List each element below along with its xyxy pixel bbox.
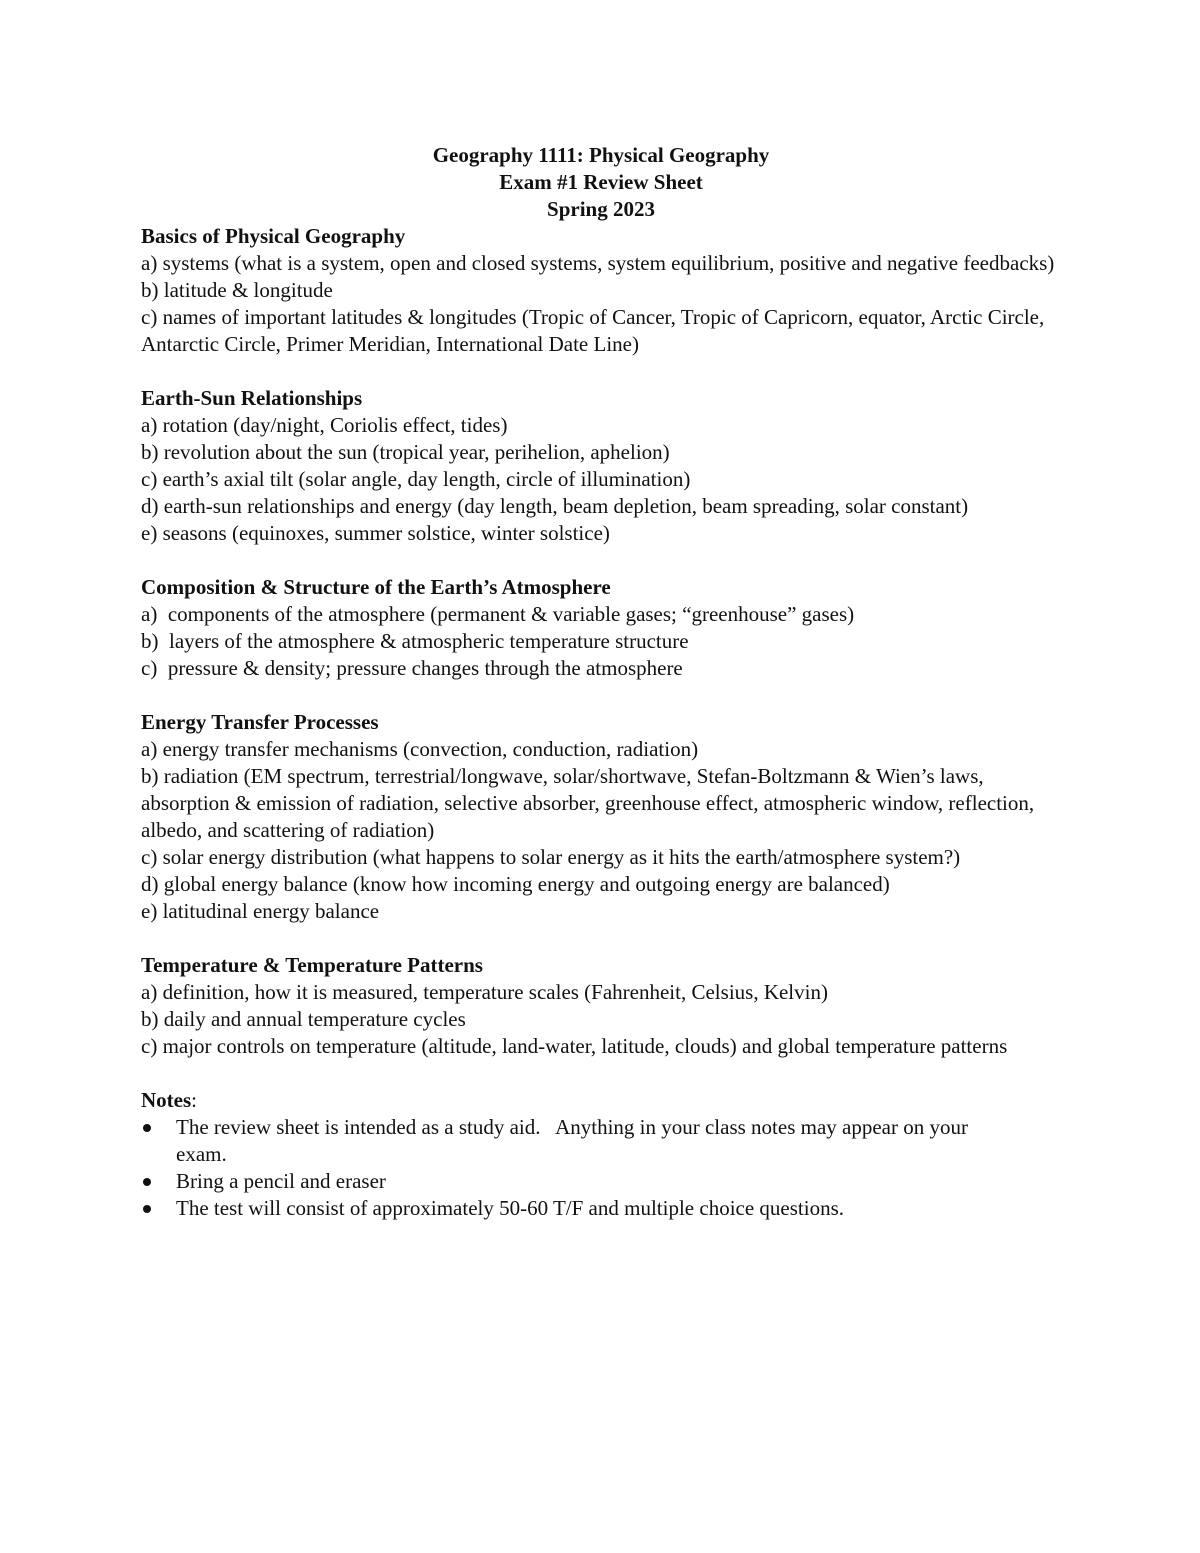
notes-heading-label: Notes xyxy=(141,1088,192,1112)
review-sheet-page xyxy=(141,142,1061,1222)
note-text: The review sheet is intended as a study aid. Anything in your class notes may appear on your exam. xyxy=(176,1115,974,1166)
topic-item: a) energy transfer mechanisms (convection, conduction, radiation) xyxy=(141,737,699,761)
section-atmosphere xyxy=(141,574,1061,682)
topic-item: a) components of the atmosphere (permanent & variable gases; “greenhouse” gases) xyxy=(141,602,855,626)
course-title: Geography 1111: Physical Geography xyxy=(432,143,770,167)
topic-item: b) layers of the atmosphere & atmospheric temperature structure xyxy=(141,629,689,653)
bullet-icon xyxy=(143,1205,151,1213)
bullet-icon xyxy=(143,1124,151,1132)
section-heading: Energy Transfer Processes xyxy=(141,710,379,734)
note-text: The test will consist of approximately 50-60 T/F and multiple choice questions. xyxy=(176,1196,845,1220)
topic-item: e) latitudinal energy balance xyxy=(141,899,380,923)
topic-item: c) pressure & density; pressure changes through the atmosphere xyxy=(141,656,683,680)
exam-title: Exam #1 Review Sheet xyxy=(499,170,703,194)
bullet-icon xyxy=(143,1178,151,1186)
list-item xyxy=(141,1195,1061,1222)
topic-item: a) systems (what is a system, open and closed systems, system equilibrium, positive and negative feedbacks) xyxy=(141,251,1055,275)
section-heading: Composition & Structure of the Earth’s Atmosphere xyxy=(141,575,611,599)
topic-item: d) earth-sun relationships and energy (day length, beam depletion, beam spreading, solar constant) xyxy=(141,494,969,518)
topic-item: a) rotation (day/night, Coriolis effect, tides) xyxy=(141,413,508,437)
topic-item: b) daily and annual temperature cycles xyxy=(141,1007,466,1031)
list-item xyxy=(141,1168,1061,1195)
list-item xyxy=(141,1114,1061,1168)
term-title: Spring 2023 xyxy=(547,197,655,221)
notes-section xyxy=(141,1087,1061,1222)
topic-item: c) major controls on temperature (altitude, land-water, latitude, clouds) and global temperature patterns xyxy=(141,1034,1008,1058)
notes-heading xyxy=(141,1087,1061,1114)
section-heading: Temperature & Temperature Patterns xyxy=(141,953,483,977)
topic-item: d) global energy balance (know how incoming energy and outgoing energy are balanced) xyxy=(141,872,890,896)
notes-heading-colon: : xyxy=(191,1088,197,1112)
notes-list xyxy=(141,1114,1061,1222)
section-earth-sun xyxy=(141,385,1061,547)
topic-item: b) latitude & longitude xyxy=(141,278,333,302)
topic-item: a) definition, how it is measured, temperature scales (Fahrenheit, Celsius, Kelvin) xyxy=(141,980,828,1004)
topic-item: c) names of important latitudes & longitudes (Tropic of Cancer, Tropic of Capricorn, equator, Arctic Circle, Antarctic Circle, Primer Meridian, International Date Line) xyxy=(141,305,1045,356)
section-basics xyxy=(141,223,1061,358)
topic-item: b) radiation (EM spectrum, terrestrial/longwave, solar/shortwave, Stefan-Boltzmann & Wien’s laws, absorption & emission of radiation, selective absorber, greenhouse effect, atmospheric window, reflection, albedo, and scattering of radiation) xyxy=(141,764,1035,842)
topic-item: c) solar energy distribution (what happens to solar energy as it hits the earth/atmosphere system?) xyxy=(141,845,961,869)
topic-item: b) revolution about the sun (tropical year, perihelion, aphelion) xyxy=(141,440,670,464)
section-temperature xyxy=(141,952,1061,1060)
note-text: Bring a pencil and eraser xyxy=(176,1169,386,1193)
section-heading: Basics of Physical Geography xyxy=(141,224,406,248)
topic-item: c) earth’s axial tilt (solar angle, day length, circle of illumination) xyxy=(141,467,691,491)
section-energy-transfer xyxy=(141,709,1061,925)
topic-item: e) seasons (equinoxes, summer solstice, winter solstice) xyxy=(141,521,610,545)
title-block xyxy=(141,142,1061,223)
section-heading: Earth-Sun Relationships xyxy=(141,386,363,410)
